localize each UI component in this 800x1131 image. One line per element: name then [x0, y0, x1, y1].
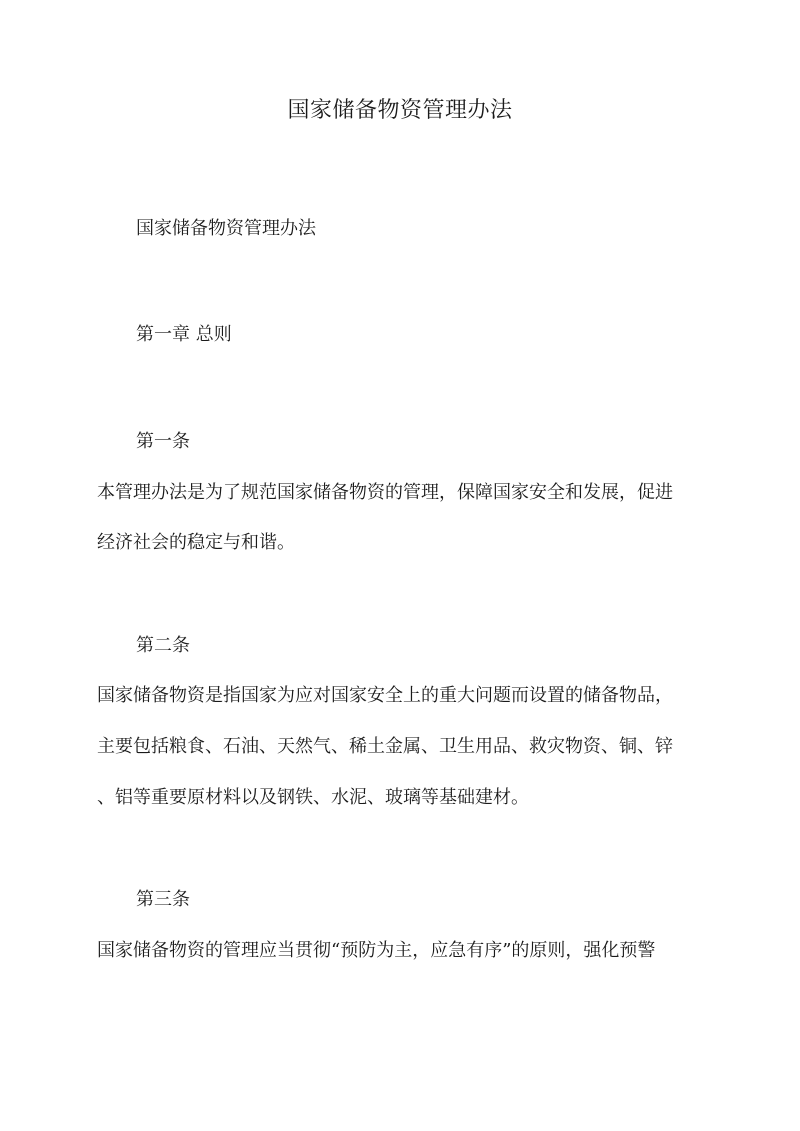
article-2-line-2: 主要包括粮食、石油、天然气、稀土金属、卫生用品、救灾物资、铜、锌 [97, 736, 673, 757]
article-2-heading: 第二条 [136, 635, 190, 656]
article-1-line-2: 经济社会的稳定与和谐。 [97, 532, 295, 553]
article-1-line-1: 本管理办法是为了规范国家储备物资的管理，保障国家安全和发展，促进 [97, 482, 673, 503]
article-1-heading: 第一条 [136, 431, 190, 452]
document-subtitle: 国家储备物资管理办法 [136, 218, 316, 239]
article-3-heading: 第三条 [136, 889, 190, 910]
chapter-heading: 第一章 总则 [136, 324, 232, 345]
article-2-line-3: 、铝等重要原材料以及钢铁、水泥、玻璃等基础建材。 [97, 787, 529, 808]
document-title: 国家储备物资管理办法 [287, 98, 513, 123]
article-3-line-1: 国家储备物资的管理应当贯彻“预防为主，应急有序”的原则，强化预警 [97, 940, 656, 961]
article-2-line-1: 国家储备物资是指国家为应对国家安全上的重大问题而设置的储备物品， [97, 685, 673, 706]
